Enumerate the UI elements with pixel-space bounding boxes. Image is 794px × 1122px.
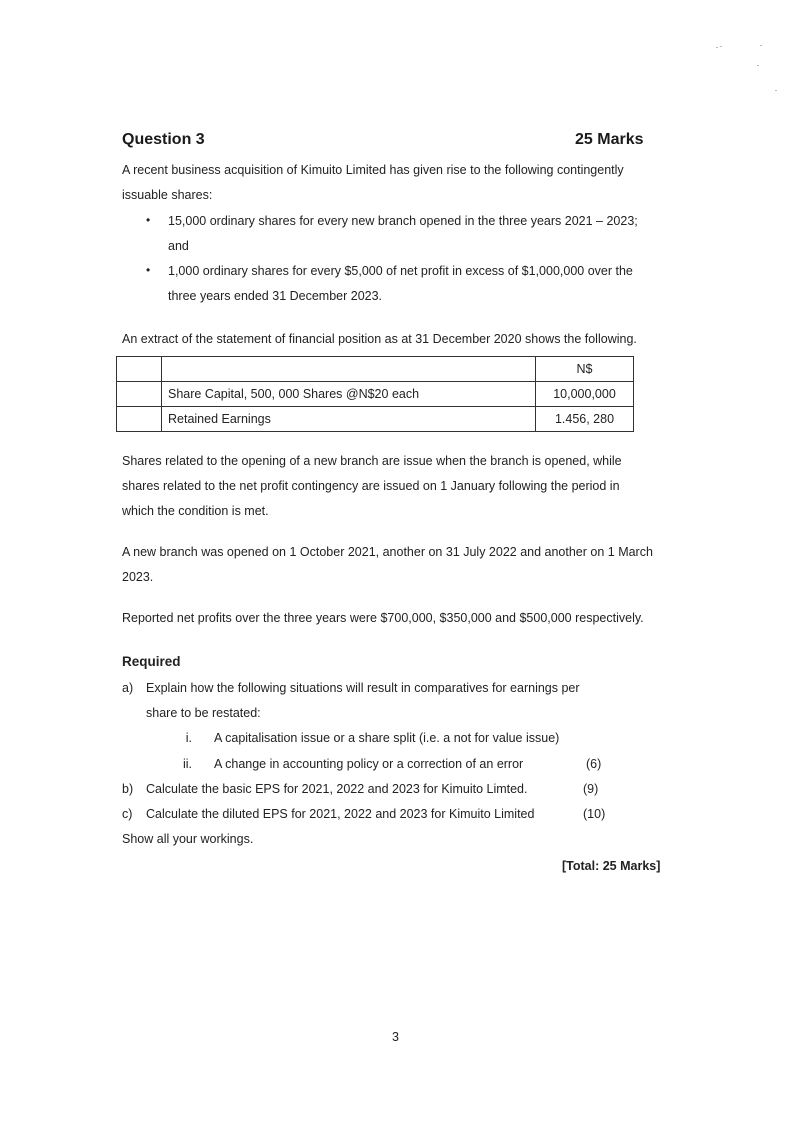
bullet-item [168, 259, 658, 309]
part-a-label: a) [122, 681, 134, 695]
question-marks: 25 Marks [575, 131, 644, 148]
currency-header: N$ [536, 357, 634, 382]
bullet-line: 15,000 ordinary shares for every new branch opened in the three years 2021 – 2023; [168, 214, 638, 228]
issue-paragraph [122, 449, 667, 524]
bullet-line: three years ended 31 December 2023. [168, 289, 383, 303]
scan-speck [757, 65, 759, 66]
part-c-marks: (10) [583, 807, 606, 821]
table-row [117, 407, 634, 432]
part-a-marks: (6) [586, 757, 602, 771]
part-c-label: c) [122, 807, 133, 821]
part-b-label: b) [122, 782, 134, 796]
table-header-row [117, 357, 634, 382]
row-value: 10,000,000 [536, 382, 634, 407]
workings-note: Show all your workings. [122, 832, 254, 846]
sub-item-number: i. [185, 731, 192, 745]
sub-item-number: ii. [182, 757, 192, 771]
scan-speck [720, 46, 722, 47]
table-cell [117, 382, 162, 407]
scan-speck [760, 45, 762, 46]
sub-item-text: A capitalisation issue or a share split (i.e. a not for value issue) [214, 731, 560, 745]
paragraph-line: Shares related to the opening of a new branch are issue when the branch is opened, while [122, 454, 622, 468]
total-marks: [Total: 25 Marks] [562, 859, 661, 873]
part-a-line: share to be restated: [146, 706, 261, 720]
part-a-line: Explain how the following situations will result in comparatives for earnings per [146, 681, 580, 695]
scan-speck [716, 47, 718, 48]
row-value: 1.456, 280 [536, 407, 634, 432]
row-label: Retained Earnings [162, 407, 536, 432]
table-cell [117, 407, 162, 432]
table-row [117, 382, 634, 407]
part-c-text: Calculate the diluted EPS for 2021, 2022 and 2023 for Kimuito Limited [146, 807, 535, 821]
table-cell [162, 357, 536, 382]
profits-paragraph: Reported net profits over the three years were $700,000, $350,000 and $500,000 respectively. [122, 611, 644, 625]
page-number: 3 [392, 1030, 399, 1044]
paragraph-line: which the condition is met. [122, 504, 269, 518]
sub-item-text: A change in accounting policy or a correction of an error [214, 757, 524, 771]
paragraph-line: A new branch was opened on 1 October 2021, another on 31 July 2022 and another on 1 March [122, 545, 653, 559]
bullet-item [168, 209, 658, 259]
extract-intro: An extract of the statement of financial position as at 31 December 2020 shows the following. [122, 332, 637, 346]
bullet-line: and [168, 239, 189, 253]
financial-position-table [116, 356, 634, 432]
branch-paragraph [122, 540, 667, 590]
paragraph-line: shares related to the net profit contingency are issued on 1 January following the period in [122, 479, 620, 493]
bullet-marker: • [146, 263, 151, 277]
bullet-line: 1,000 ordinary shares for every $5,000 of net profit in excess of $1,000,000 over the [168, 264, 633, 278]
required-heading: Required [122, 654, 181, 669]
paragraph-line: 2023. [122, 570, 154, 584]
part-b-text: Calculate the basic EPS for 2021, 2022 and 2023 for Kimuito Limted. [146, 782, 528, 796]
bullet-marker: • [146, 213, 151, 227]
question-title: Question 3 [122, 131, 205, 148]
row-label: Share Capital, 500, 000 Shares @N$20 each [162, 382, 536, 407]
table-cell [117, 357, 162, 382]
part-b-marks: (9) [583, 782, 599, 796]
intro-paragraph: A recent business acquisition of Kimuito Limited has given rise to the following contingently issuable shares: [122, 163, 624, 202]
scan-speck [775, 90, 777, 91]
